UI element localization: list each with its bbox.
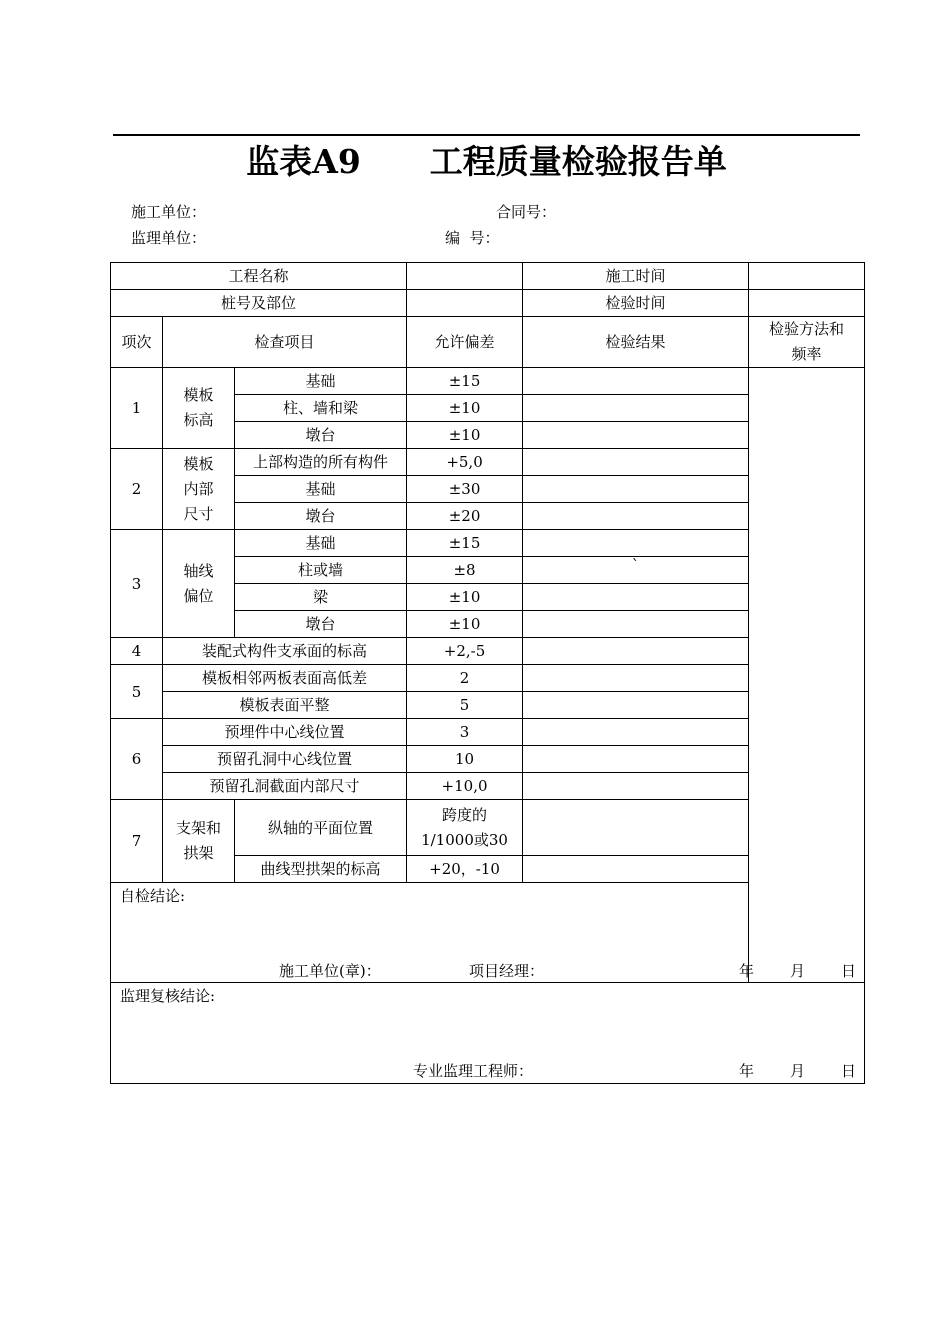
result-cell[interactable] [523,449,749,476]
unit-seal-label: 施工单位(章)： [279,962,381,980]
item-no-header: 项次 [111,317,163,368]
day-label: 日 [841,1062,857,1080]
info-row [111,290,865,317]
category-line: 内部 [183,479,214,498]
table-row [111,368,865,395]
tolerance: 5 [407,692,523,719]
year-label: 年 [739,1062,755,1080]
contract-no-label: 合同号： [496,203,557,221]
result-cell[interactable] [523,856,749,883]
tolerance: ±20 [407,503,523,530]
item-no: 6 [111,719,163,800]
item-no: 7 [111,800,163,883]
column-header-row [111,317,865,368]
info-row [111,263,865,290]
category-line: 模板 [183,454,214,473]
tolerance: 2 [407,665,523,692]
self-check-block[interactable] [111,883,865,983]
item-no: 4 [111,638,163,665]
category-line: 尺寸 [183,504,214,523]
tolerance-line: 跨度的 [442,805,488,824]
item-no: 1 [111,368,163,449]
result-cell[interactable] [523,800,749,856]
check-item: 纵轴的平面位置 [235,800,407,856]
result-cell[interactable] [523,746,749,773]
method-header-line2: 频率 [791,345,822,363]
construction-time-label: 施工时间 [523,263,749,290]
supervision-unit-label: 监理单位： [131,229,207,247]
method-header-line1: 检验方法和 [769,320,845,338]
category-line: 模板 [183,386,214,404]
check-item: 预留孔洞中心线位置 [163,746,407,773]
tolerance: +10,0 [407,773,523,800]
tolerance: ±8 [407,557,523,584]
tolerance: +5,0 [407,449,523,476]
result-header: 检验结果 [523,317,749,368]
item-no: 3 [111,530,163,638]
tolerance: +2,-5 [407,638,523,665]
project-manager-label: 项目经理： [469,962,545,980]
title-rule [113,134,860,136]
item-no: 2 [111,449,163,530]
result-cell[interactable] [523,530,749,557]
check-item: 模板表面平整 [163,692,407,719]
check-item: 预留孔洞截面内部尺寸 [163,773,407,800]
category-line: 轴线 [183,561,214,580]
category-cell [163,368,235,449]
result-cell[interactable] [523,665,749,692]
tolerance [407,800,523,856]
tolerance-line: 1/1000或30 [421,830,508,849]
check-item: 基础 [235,476,407,503]
check-item: 柱或墙 [235,557,407,584]
category-line: 标高 [183,411,214,429]
check-item: 曲线型拱架的标高 [235,856,407,883]
supervision-check-block[interactable] [111,983,865,1084]
check-item: 墩台 [235,611,407,638]
check-item: 基础 [235,530,407,557]
result-cell[interactable] [523,719,749,746]
construction-unit-label: 施工单位： [131,203,207,221]
result-cell[interactable] [523,638,749,665]
result-cell[interactable] [523,368,749,395]
check-item: 墩台 [235,503,407,530]
self-check-label: 自检结论: [120,887,186,905]
result-cell[interactable] [523,773,749,800]
supervision-check-label: 监理复核结论: [120,987,216,1005]
result-cell[interactable] [523,476,749,503]
result-cell[interactable] [523,584,749,611]
project-name-label: 工程名称 [111,263,407,290]
result-cell[interactable] [523,692,749,719]
category-line: 偏位 [183,586,214,605]
check-item: 模板相邻两板表面高低差 [163,665,407,692]
station-part-label: 桩号及部位 [111,290,407,317]
tolerance: ±10 [407,422,523,449]
year-label: 年 [739,962,755,980]
tolerance: +20，-10 [407,856,523,883]
inspection-time-label: 检验时间 [523,290,749,317]
tolerance-header: 允许偏差 [407,317,523,368]
category-line: 拱架 [183,844,214,862]
check-item: 柱、墙和梁 [235,395,407,422]
category-cell [163,449,235,530]
check-item: 装配式构件支承面的标高 [163,638,407,665]
supervising-engineer-label: 专业监理工程师： [413,1062,534,1080]
category-line: 支架和 [175,819,221,837]
result-cell[interactable] [523,422,749,449]
tolerance: ±30 [407,476,523,503]
serial-no-label: 编 号： [445,229,500,247]
month-label: 月 [790,962,806,980]
result-cell[interactable] [523,395,749,422]
form-title: 监表A9 工程质量检验报告单 [246,142,727,181]
tolerance: ±10 [407,611,523,638]
month-label: 月 [790,1062,806,1080]
tolerance: ±15 [407,368,523,395]
station-part-value[interactable] [407,290,523,317]
check-item: 预埋件中心线位置 [163,719,407,746]
inspection-time-value[interactable] [749,290,865,317]
inspection-table [110,262,865,1084]
construction-time-value[interactable] [749,263,865,290]
tolerance: 3 [407,719,523,746]
check-item: 梁 [235,584,407,611]
check-item-header: 检查项目 [163,317,407,368]
tolerance: ±10 [407,584,523,611]
tolerance: 10 [407,746,523,773]
project-name-value[interactable] [407,263,523,290]
tolerance: ±10 [407,395,523,422]
method-header [749,317,865,368]
check-item: 墩台 [235,422,407,449]
day-label: 日 [841,962,857,980]
supervision-check-row [111,983,865,1084]
check-item: 基础 [235,368,407,395]
category-cell [163,800,235,883]
tolerance: ±15 [407,530,523,557]
check-item: 上部构造的所有构件 [235,449,407,476]
result-cell[interactable] [523,611,749,638]
result-cell[interactable]: ` [523,557,749,584]
result-cell[interactable] [523,503,749,530]
item-no: 5 [111,665,163,719]
self-check-row [111,883,865,983]
category-cell [163,530,235,638]
